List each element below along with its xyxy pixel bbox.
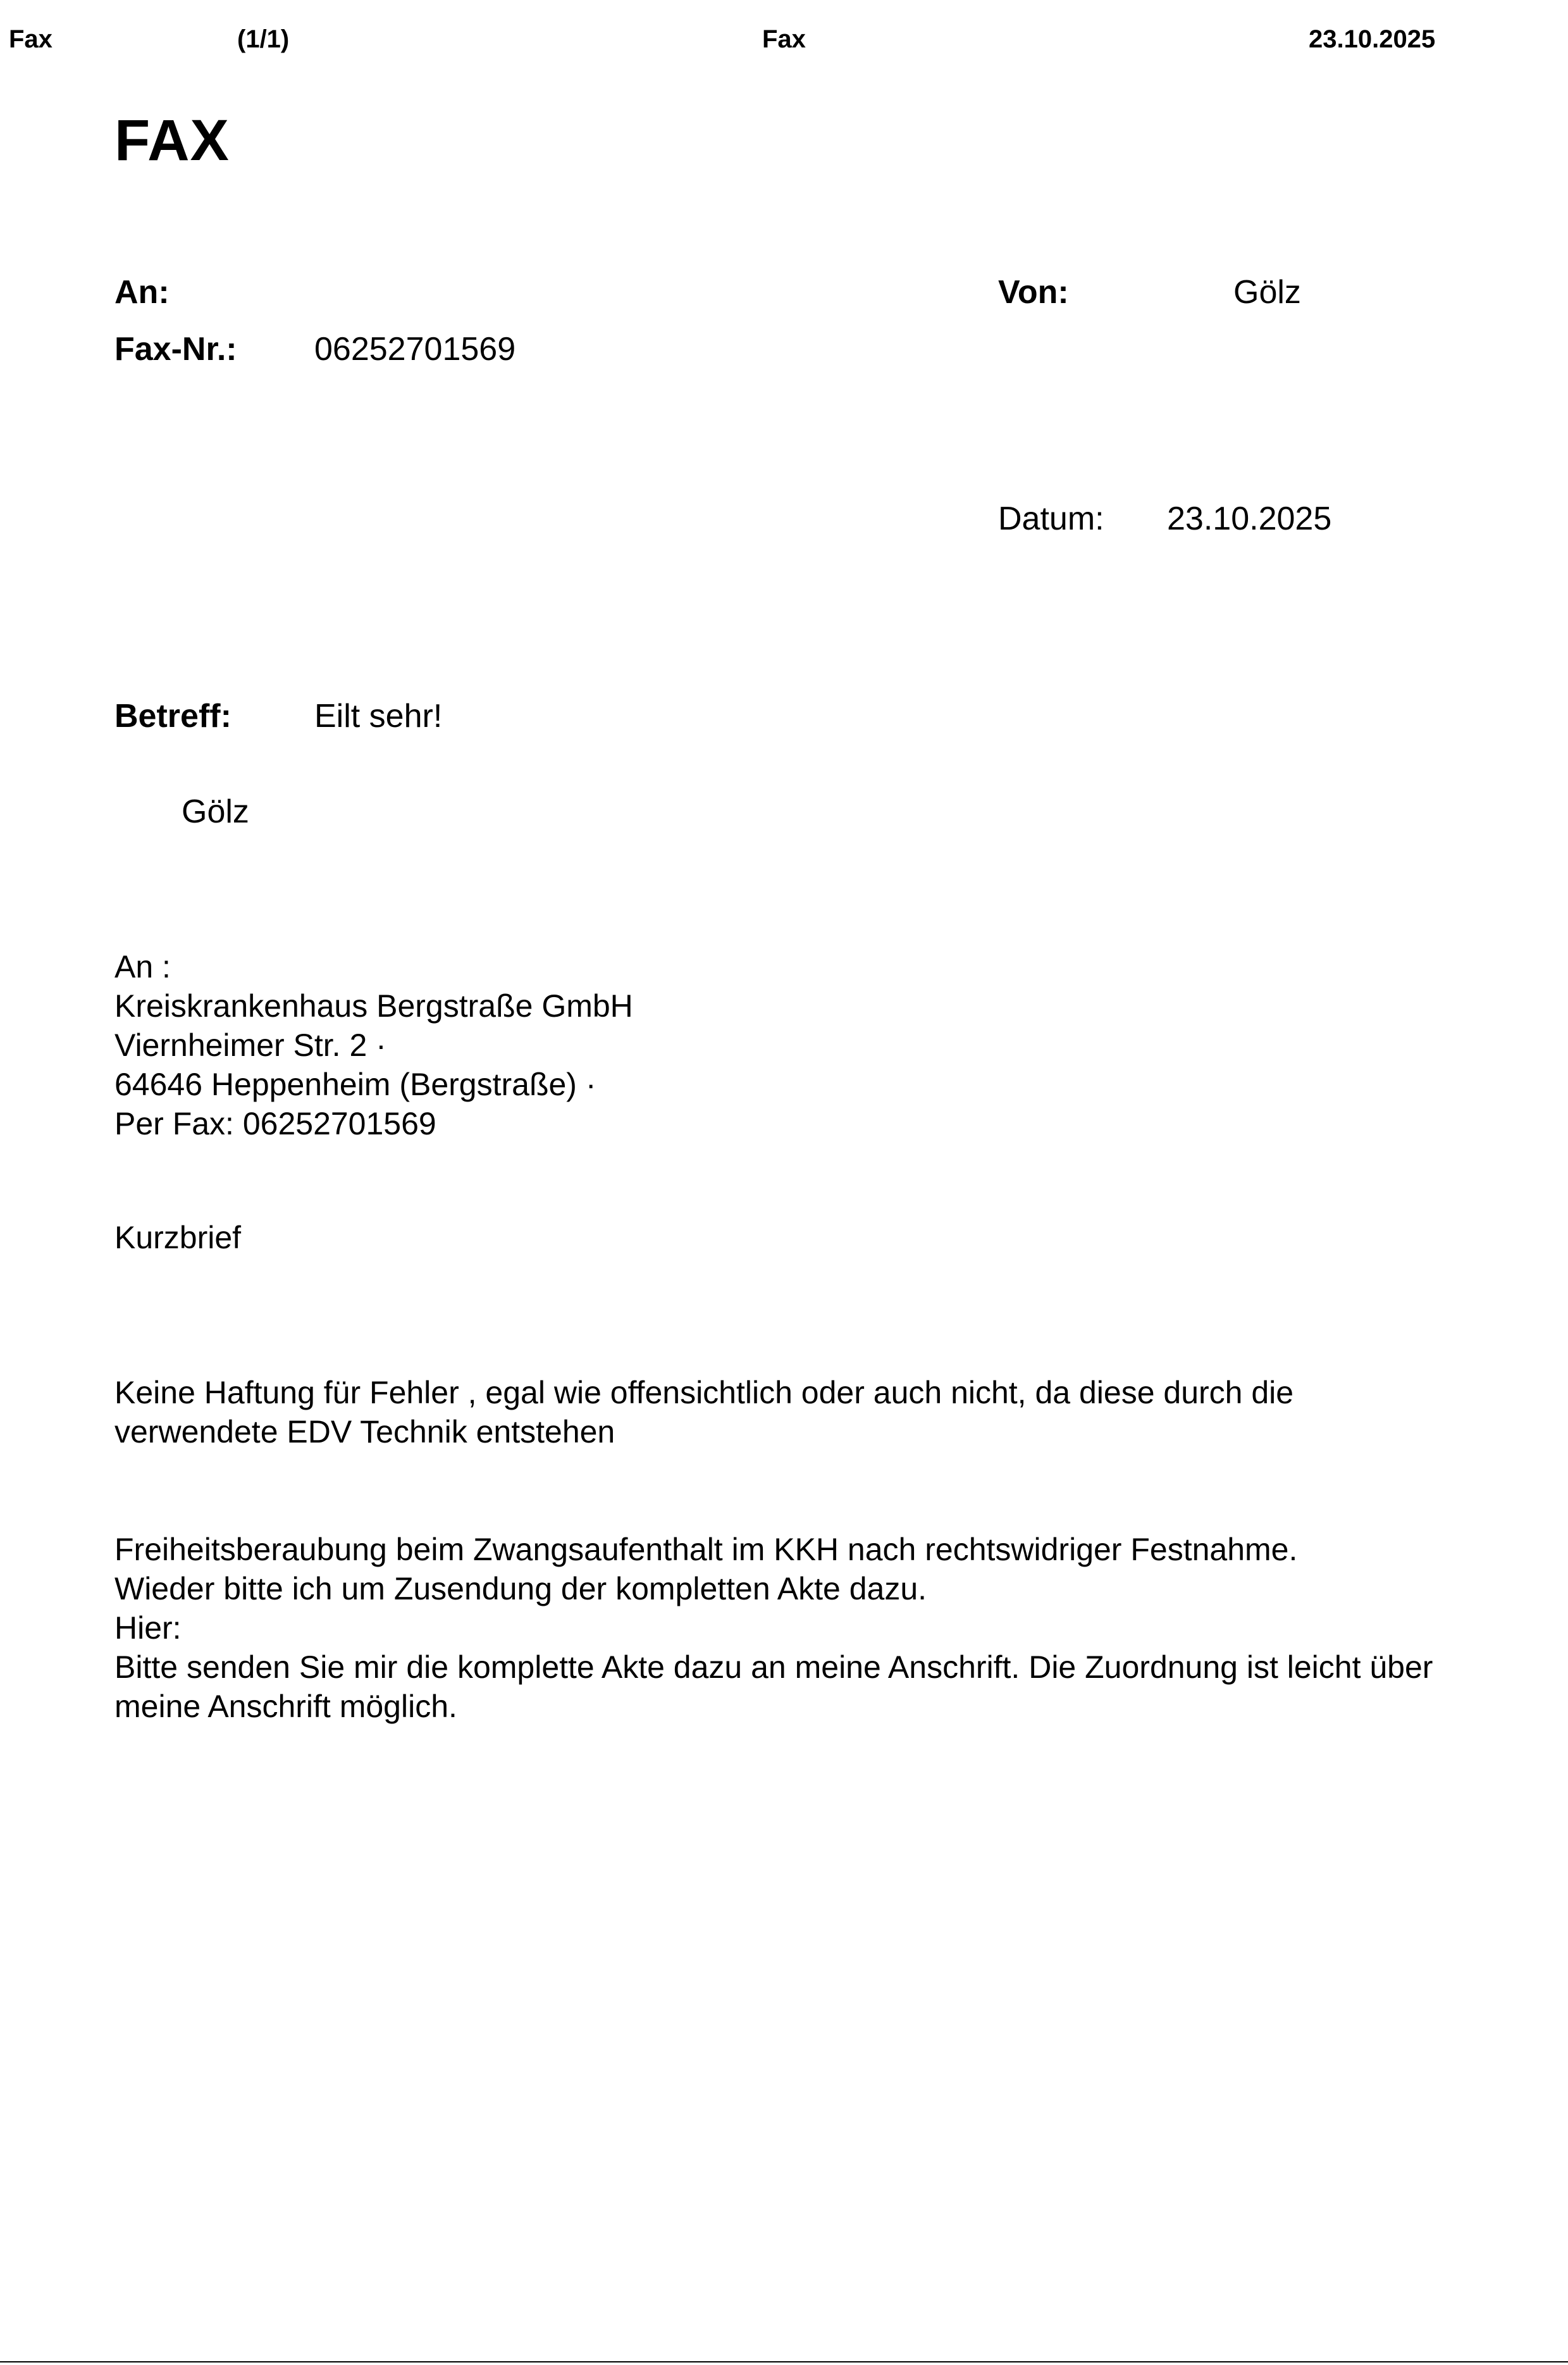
recipient-address: [114, 947, 633, 1143]
header-fax-center: Fax: [762, 25, 806, 53]
message-line: Hier:: [114, 1610, 182, 1646]
address-line: Viernheimer Str. 2 ·: [114, 1027, 386, 1063]
address-line: Kreiskrankenhaus Bergstraße GmbH: [114, 988, 633, 1024]
to-label: An:: [114, 274, 170, 311]
header-fax-label: Fax: [9, 25, 52, 53]
document-title: FAX: [114, 108, 230, 173]
message-line: Wieder bitte ich um Zusendung der kompletten Akte dazu.: [114, 1571, 927, 1606]
disclaimer-line: Keine Haftung für Fehler , egal wie offensichtlich oder auch nicht, da diese durch die: [114, 1375, 1294, 1410]
address-line: An :: [114, 949, 171, 984]
page-bottom-rule: [0, 2361, 1568, 2362]
date-label: Datum:: [998, 500, 1104, 537]
message-line: meine Anschrift möglich.: [114, 1689, 457, 1724]
faxnr-label: Fax-Nr.:: [114, 331, 237, 368]
header-page-count: (1/1): [237, 25, 290, 53]
date-value: 23.10.2025: [1167, 500, 1332, 537]
subject-value: Eilt sehr!: [314, 698, 443, 735]
header-date: 23.10.2025: [1309, 25, 1436, 53]
sender-name: Gölz: [182, 793, 249, 830]
from-label: Von:: [998, 274, 1069, 311]
from-value: Gölz: [1233, 274, 1301, 311]
disclaimer: [114, 1373, 1293, 1451]
message-line: Freiheitsberaubung beim Zwangsaufenthalt im KKH nach rechtswidriger Festnahme.: [114, 1532, 1298, 1567]
message-body: [114, 1530, 1433, 1726]
subject-label: Betreff:: [114, 698, 231, 735]
address-line: 64646 Heppenheim (Bergstraße) ·: [114, 1067, 596, 1102]
faxnr-value: 06252701569: [314, 331, 516, 368]
message-line: Bitte senden Sie mir die komplette Akte dazu an meine Anschrift. Die Zuordnung ist leicht über: [114, 1649, 1433, 1685]
address-line: Per Fax: 06252701569: [114, 1106, 436, 1141]
kurzbrief-label: Kurzbrief: [114, 1220, 242, 1255]
disclaimer-line: verwendete EDV Technik entstehen: [114, 1414, 615, 1449]
